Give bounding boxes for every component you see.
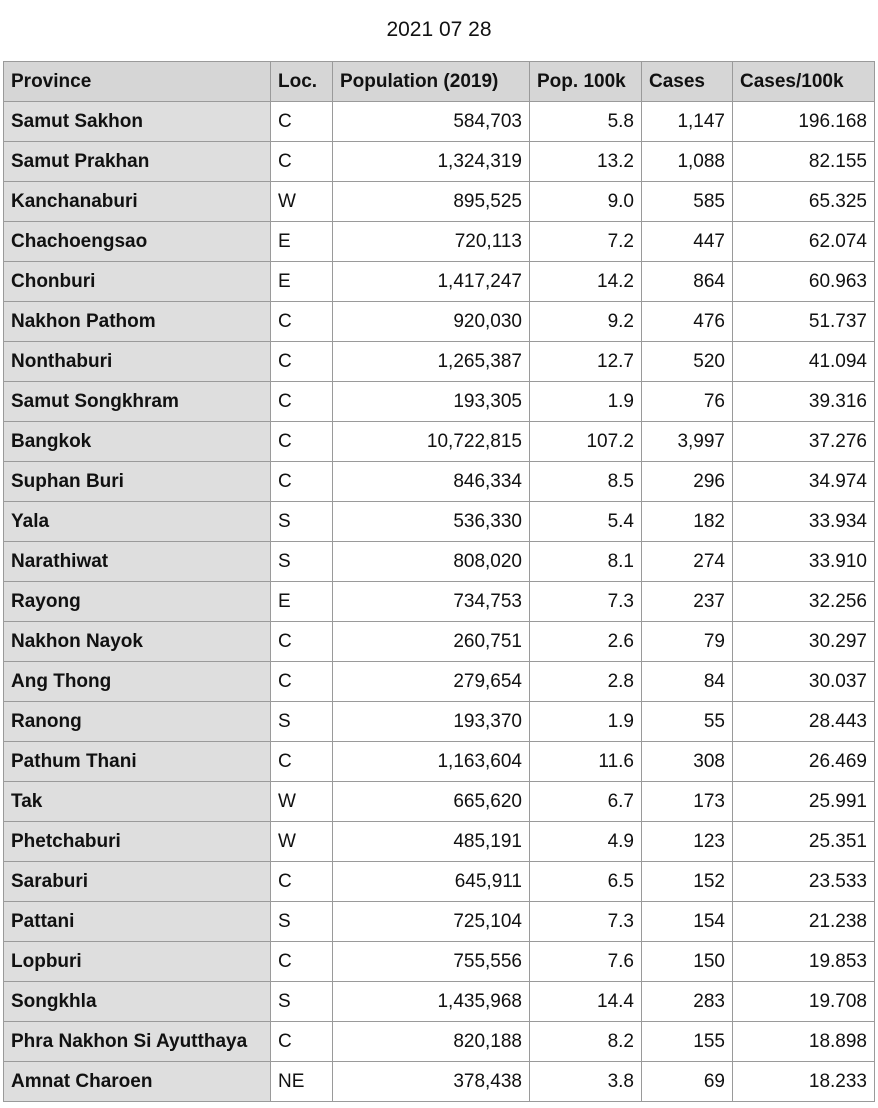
population-cell: 725,104 [333,902,530,942]
location-cell: C [271,102,333,142]
table-row [4,862,875,902]
pop-100k-cell: 6.5 [530,862,642,902]
table-row [4,902,875,942]
cases-per-100k-cell: 23.533 [733,862,875,902]
population-cell: 846,334 [333,462,530,502]
population-cell: 665,620 [333,782,530,822]
table-row [4,182,875,222]
province-cell: Samut Songkhram [4,382,271,422]
province-cell: Yala [4,502,271,542]
province-cell: Nakhon Pathom [4,302,271,342]
cases-per-100k-cell: 30.297 [733,622,875,662]
pop-100k-cell: 5.8 [530,102,642,142]
location-cell: W [271,822,333,862]
cases-cell: 55 [642,702,733,742]
location-cell: C [271,742,333,782]
table-row [4,222,875,262]
column-header-location: Loc. [271,62,333,102]
table-row [4,502,875,542]
province-cell: Chachoengsao [4,222,271,262]
pop-100k-cell: 11.6 [530,742,642,782]
cases-cell: 237 [642,582,733,622]
cases-per-100k-cell: 65.325 [733,182,875,222]
cases-cell: 154 [642,902,733,942]
location-cell: C [271,862,333,902]
cases-per-100k-cell: 25.351 [733,822,875,862]
cases-per-100k-cell: 60.963 [733,262,875,302]
column-header-population: Population (2019) [333,62,530,102]
population-cell: 10,722,815 [333,422,530,462]
column-header-pop-100k: Pop. 100k [530,62,642,102]
location-cell: C [271,422,333,462]
location-cell: S [271,542,333,582]
province-cell: Amnat Charoen [4,1062,271,1102]
pop-100k-cell: 7.3 [530,582,642,622]
table-row [4,422,875,462]
cases-per-100k-cell: 30.037 [733,662,875,702]
cases-per-100k-cell: 19.708 [733,982,875,1022]
cases-per-100k-cell: 82.155 [733,142,875,182]
cases-cell: 152 [642,862,733,902]
location-cell: E [271,222,333,262]
cases-per-100k-cell: 33.910 [733,542,875,582]
table-row [4,102,875,142]
pop-100k-cell: 107.2 [530,422,642,462]
cases-cell: 173 [642,782,733,822]
population-cell: 378,438 [333,1062,530,1102]
cases-cell: 84 [642,662,733,702]
pop-100k-cell: 8.2 [530,1022,642,1062]
pop-100k-cell: 2.8 [530,662,642,702]
location-cell: C [271,622,333,662]
population-cell: 720,113 [333,222,530,262]
province-cell: Nakhon Nayok [4,622,271,662]
population-cell: 1,265,387 [333,342,530,382]
population-cell: 734,753 [333,582,530,622]
cases-per-100k-cell: 62.074 [733,222,875,262]
location-cell: C [271,462,333,502]
location-cell: C [271,942,333,982]
province-cell: Pathum Thani [4,742,271,782]
cases-per-100k-cell: 39.316 [733,382,875,422]
cases-per-100k-cell: 28.443 [733,702,875,742]
cases-cell: 69 [642,1062,733,1102]
population-cell: 645,911 [333,862,530,902]
location-cell: NE [271,1062,333,1102]
pop-100k-cell: 14.4 [530,982,642,1022]
location-cell: S [271,702,333,742]
population-cell: 1,435,968 [333,982,530,1022]
province-cell: Phra Nakhon Si Ayutthaya [4,1022,271,1062]
cases-cell: 476 [642,302,733,342]
table-row [4,582,875,622]
column-header-cases: Cases [642,62,733,102]
province-cell: Samut Prakhan [4,142,271,182]
location-cell: C [271,1022,333,1062]
province-cell: Phetchaburi [4,822,271,862]
cases-cell: 123 [642,822,733,862]
table-row [4,742,875,782]
cases-per-100k-cell: 21.238 [733,902,875,942]
table-row [4,822,875,862]
province-cell: Tak [4,782,271,822]
cases-cell: 864 [642,262,733,302]
province-cell: Nonthaburi [4,342,271,382]
table-row [4,702,875,742]
pop-100k-cell: 1.9 [530,702,642,742]
pop-100k-cell: 5.4 [530,502,642,542]
population-cell: 895,525 [333,182,530,222]
column-header-cases-per-100k: Cases/100k [733,62,875,102]
cases-per-100k-cell: 18.898 [733,1022,875,1062]
pop-100k-cell: 7.2 [530,222,642,262]
pop-100k-cell: 8.5 [530,462,642,502]
pop-100k-cell: 3.8 [530,1062,642,1102]
cases-cell: 155 [642,1022,733,1062]
table-row [4,982,875,1022]
table-row [4,342,875,382]
pop-100k-cell: 13.2 [530,142,642,182]
cases-cell: 1,147 [642,102,733,142]
province-cell: Samut Sakhon [4,102,271,142]
table-row [4,622,875,662]
location-cell: C [271,382,333,422]
pop-100k-cell: 14.2 [530,262,642,302]
cases-per-100k-cell: 18.233 [733,1062,875,1102]
location-cell: E [271,262,333,302]
population-cell: 193,305 [333,382,530,422]
page-title: 2021 07 28 [386,18,492,41]
province-cell: Bangkok [4,422,271,462]
cases-cell: 150 [642,942,733,982]
cases-cell: 283 [642,982,733,1022]
population-cell: 808,020 [333,542,530,582]
population-cell: 279,654 [333,662,530,702]
province-cell: Lopburi [4,942,271,982]
province-cell: Pattani [4,902,271,942]
cases-cell: 3,997 [642,422,733,462]
location-cell: S [271,982,333,1022]
table-row [4,382,875,422]
population-cell: 920,030 [333,302,530,342]
province-cell: Narathiwat [4,542,271,582]
population-cell: 820,188 [333,1022,530,1062]
population-cell: 536,330 [333,502,530,542]
table-row [4,1022,875,1062]
table-header-row [4,62,875,102]
pop-100k-cell: 9.0 [530,182,642,222]
population-cell: 485,191 [333,822,530,862]
province-cell: Chonburi [4,262,271,302]
province-cell: Ang Thong [4,662,271,702]
cases-cell: 520 [642,342,733,382]
pop-100k-cell: 6.7 [530,782,642,822]
population-cell: 1,417,247 [333,262,530,302]
location-cell: C [271,142,333,182]
pop-100k-cell: 8.1 [530,542,642,582]
province-cell: Kanchanaburi [4,182,271,222]
cases-cell: 585 [642,182,733,222]
cases-per-100k-cell: 26.469 [733,742,875,782]
province-cell: Ranong [4,702,271,742]
cases-cell: 76 [642,382,733,422]
table-row [4,262,875,302]
table-row [4,542,875,582]
cases-cell: 79 [642,622,733,662]
cases-cell: 274 [642,542,733,582]
pop-100k-cell: 4.9 [530,822,642,862]
table-row [4,942,875,982]
table-row [4,1062,875,1102]
population-cell: 193,370 [333,702,530,742]
table-row [4,142,875,182]
location-cell: W [271,782,333,822]
cases-per-100k-cell: 41.094 [733,342,875,382]
table-row [4,662,875,702]
population-cell: 1,163,604 [333,742,530,782]
population-cell: 1,324,319 [333,142,530,182]
cases-per-100k-cell: 19.853 [733,942,875,982]
cases-cell: 447 [642,222,733,262]
cases-per-100k-cell: 37.276 [733,422,875,462]
location-cell: E [271,582,333,622]
province-cases-table [3,61,875,1102]
table-row [4,302,875,342]
pop-100k-cell: 12.7 [530,342,642,382]
pop-100k-cell: 2.6 [530,622,642,662]
cases-cell: 308 [642,742,733,782]
location-cell: C [271,342,333,382]
table-row [4,462,875,502]
population-cell: 755,556 [333,942,530,982]
location-cell: C [271,302,333,342]
province-cell: Rayong [4,582,271,622]
location-cell: S [271,902,333,942]
table-row [4,782,875,822]
province-cell: Suphan Buri [4,462,271,502]
cases-cell: 1,088 [642,142,733,182]
cases-per-100k-cell: 32.256 [733,582,875,622]
province-cell: Songkhla [4,982,271,1022]
population-cell: 260,751 [333,622,530,662]
population-cell: 584,703 [333,102,530,142]
pop-100k-cell: 7.6 [530,942,642,982]
column-header-province: Province [4,62,271,102]
pop-100k-cell: 9.2 [530,302,642,342]
province-cell: Saraburi [4,862,271,902]
cases-per-100k-cell: 25.991 [733,782,875,822]
cases-cell: 182 [642,502,733,542]
pop-100k-cell: 7.3 [530,902,642,942]
location-cell: C [271,662,333,702]
cases-cell: 296 [642,462,733,502]
location-cell: S [271,502,333,542]
pop-100k-cell: 1.9 [530,382,642,422]
cases-per-100k-cell: 34.974 [733,462,875,502]
cases-per-100k-cell: 33.934 [733,502,875,542]
cases-per-100k-cell: 196.168 [733,102,875,142]
cases-per-100k-cell: 51.737 [733,302,875,342]
location-cell: W [271,182,333,222]
